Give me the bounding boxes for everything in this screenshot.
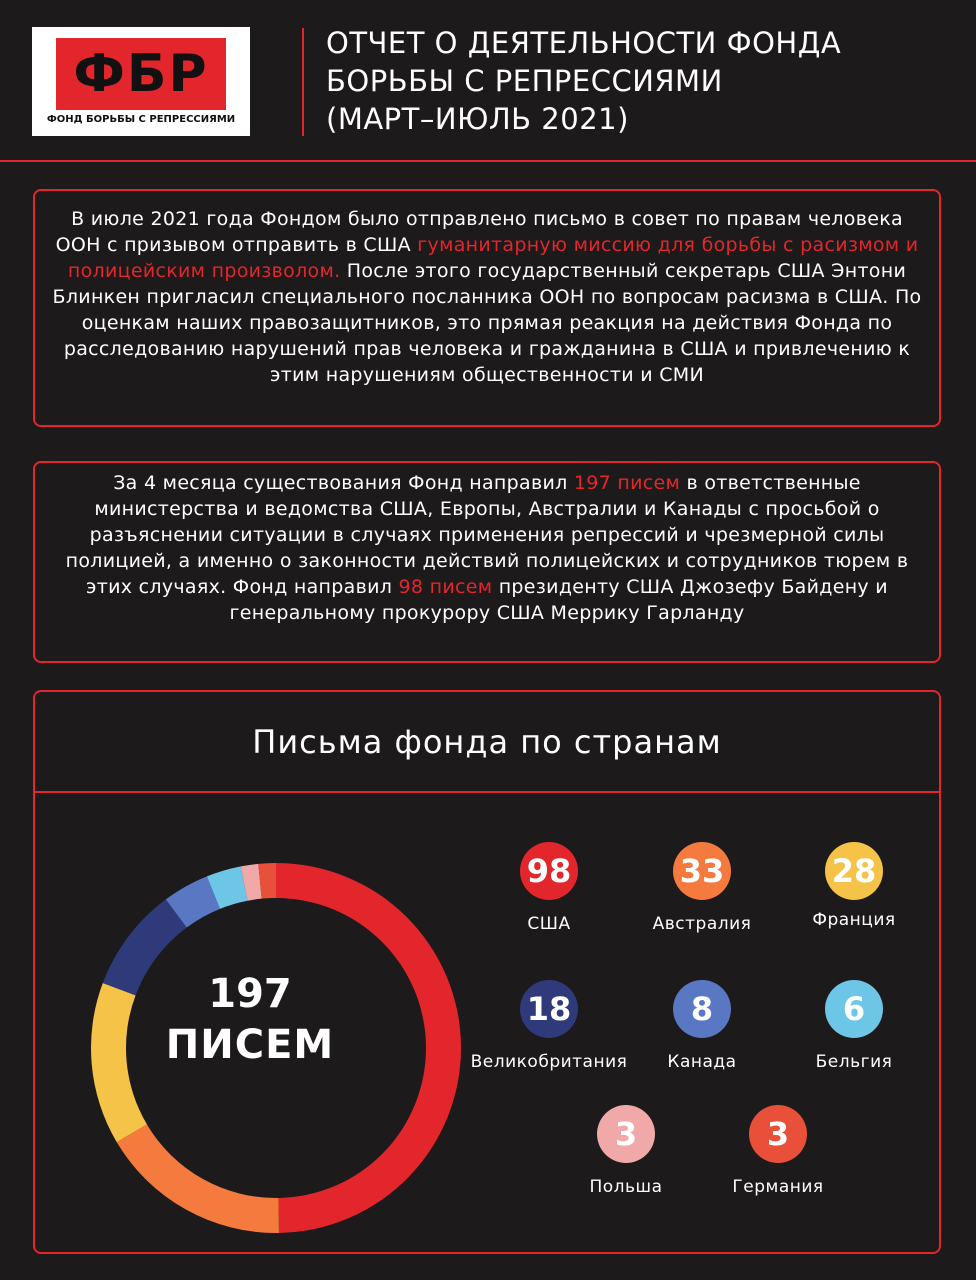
paragraph-highlight: гуманитарную миссию для борьбы с расизмом и полицейским произволом. — [67, 234, 919, 282]
stat-label: Польша — [589, 1177, 663, 1197]
stat-value-badge: 98 — [520, 842, 578, 900]
paragraph-text: в ответственные министерства и ведомства США, Европы, Австралии и Канады с просьбой о разъяснении ситуации в случаях применения репрессий и чрезмерной силы полицией, а именно о законности действий полицейских и сотрудников тюрем в этих случаях. Фонд направил — [65, 472, 909, 598]
stat-label: Великобритания — [470, 1052, 628, 1072]
header-divider — [302, 28, 304, 136]
paragraph-text: В июле 2021 года Фондом было отправлено письмо в совет по правам человека ООН с призывом отправить в США — [55, 208, 903, 256]
page-title-line: ОТЧЕТ О ДЕЯТЕЛЬНОСТИ ФОНДА — [326, 26, 842, 60]
info-box-un-letter — [33, 189, 941, 427]
stat-value-badge: 28 — [825, 842, 883, 900]
chart-divider — [35, 791, 939, 793]
stat-label: Франция — [812, 910, 896, 930]
paragraph-highlight: 98 писем — [398, 576, 493, 598]
paragraph-text: За 4 месяца существования Фонд направил — [113, 472, 574, 494]
stat-value-badge: 6 — [825, 980, 883, 1038]
stat-value-badge: 18 — [520, 980, 578, 1038]
stat-belgium — [764, 980, 944, 1072]
stat-label: Германия — [732, 1177, 824, 1197]
page-title-line: (МАРТ–ИЮЛЬ 2021) — [326, 102, 629, 136]
paragraph-text: После этого государственный секретарь США Энтони Блинкен пригласил специального посланника ООН по вопросам расизма в США. По оценкам наших правозащитников, это прямая реакция на действия Фонда по расследованию нарушений прав человека и гражданина в США и привлечению к этим нарушениям общественности и СМИ — [52, 260, 922, 386]
stat-value-badge: 8 — [673, 980, 731, 1038]
donut-slice-Франция — [91, 983, 147, 1142]
logo-mark: ФБР — [56, 38, 226, 110]
info-paragraph — [49, 206, 925, 388]
stat-label: Бельгия — [815, 1052, 893, 1072]
page-title — [326, 24, 956, 138]
info-paragraph — [47, 470, 927, 626]
header — [0, 0, 976, 162]
donut-center-label: ПИСЕМ — [165, 1022, 335, 1068]
paragraph-text: президенту США Джозефу Байдену и генеральному прокурору США Меррику Гарланду — [229, 576, 888, 624]
stat-germany — [688, 1105, 868, 1197]
chart-panel — [33, 690, 941, 1254]
page-title-line: БОРЬБЫ С РЕПРЕССИЯМИ — [326, 64, 723, 98]
info-box-letters — [33, 461, 941, 663]
logo-subtitle: ФОНД БОРЬБЫ С РЕПРЕССИЯМИ — [46, 114, 236, 125]
stat-label: Австралия — [652, 914, 752, 934]
stat-france — [764, 842, 944, 930]
stat-label: Канада — [667, 1052, 737, 1072]
chart-title: Письма фонда по странам — [252, 723, 722, 761]
stat-value-badge: 33 — [673, 842, 731, 900]
logo — [32, 27, 250, 136]
stat-label: США — [527, 914, 571, 934]
header-rule — [0, 160, 976, 162]
stat-value-badge: 3 — [597, 1105, 655, 1163]
stat-value-badge: 3 — [749, 1105, 807, 1163]
paragraph-highlight: 197 писем — [573, 472, 681, 494]
donut-center-value: 197 — [208, 971, 292, 1017]
donut-slice-Австралия — [117, 1124, 279, 1233]
